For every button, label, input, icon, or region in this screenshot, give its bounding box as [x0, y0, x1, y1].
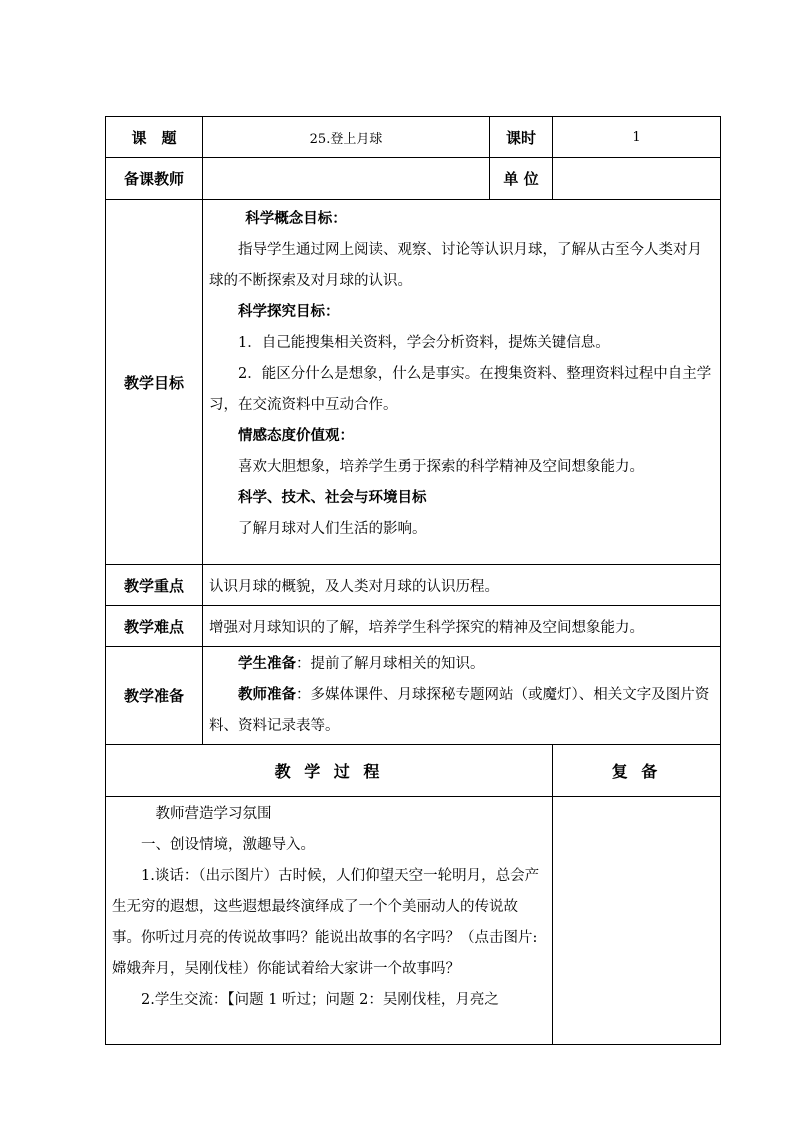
- key-points-label: 教学重点: [106, 565, 203, 606]
- student-prep-title: 学生准备: [238, 656, 296, 672]
- unit-label: 单 位: [490, 158, 553, 200]
- process-heading: 教 学 过 程: [106, 745, 553, 797]
- unit-value: [553, 158, 721, 200]
- process-row: [106, 797, 721, 1045]
- student-prep-text: ：提前了解月球相关的知识。: [296, 656, 485, 672]
- difficulties-text: 增强对月球知识的了解，培养学生科学探究的精神及空间想象能力。: [203, 606, 721, 647]
- lesson-plan-table: [105, 116, 721, 1045]
- process-line-1: 教师营造学习氛围: [155, 806, 272, 822]
- objectives-label: 教学目标: [106, 200, 203, 565]
- hours-label: 课时: [490, 117, 553, 158]
- teacher-value: [203, 158, 490, 200]
- key-points-text: 认识月球的概貌，及人类对月球的认识历程。: [203, 565, 721, 606]
- process-line-3: 1.谈话：（出示图片）古时候，人们仰望天空一轮明月，总会产生无穷的遐想，这些遐想最终演绎成了一个个美丽动人的传说故事。你听过月亮的传说故事吗？能说出故事的名字吗？（点击图片:嫦娥奔月，吴刚伐桂）你能试着给大家讲一个故事吗？: [112, 868, 540, 977]
- concept-title: 科学概念目标：: [245, 211, 347, 227]
- difficulties-row: [106, 606, 721, 647]
- key-points-row: [106, 565, 721, 606]
- inquiry-item-1: 1．自己能搜集相关资料，学会分析资料，提炼关键信息。: [238, 335, 610, 351]
- teacher-prep-text: ：多媒体课件、月球探秘专题网站（或魔灯）、相关文字及图片资料、资料记录表等。: [209, 687, 710, 734]
- objectives-content: [203, 200, 721, 565]
- attitude-text: 喜欢大胆想象，培养学生勇于探索的科学精神及空间想象能力。: [238, 459, 644, 475]
- topic-row: [106, 117, 721, 158]
- inquiry-title: 科学探究目标：: [238, 304, 340, 320]
- difficulties-label: 教学难点: [106, 606, 203, 647]
- teacher-prep-title: 教师准备: [238, 687, 296, 703]
- notes-cell: [553, 797, 721, 1045]
- sts-title: 科学、技术、社会与环境目标: [238, 490, 427, 506]
- attitude-title: 情感态度价值观：: [238, 428, 354, 444]
- objectives-row: [106, 200, 721, 565]
- preparation-content: [203, 647, 721, 745]
- concept-text: 指导学生通过网上阅读、观察、讨论等认识月球，了解从古至今人类对月球的不断探索及对月球的认识。: [209, 242, 702, 289]
- inquiry-item-2: 2．能区分什么是想象，什么是事实。在搜集资料、整理资料过程中自主学习，在交流资料中互动合作。: [209, 366, 712, 413]
- preparation-label: 教学准备: [106, 647, 203, 745]
- teacher-row: [106, 158, 721, 200]
- hours-value: 1: [553, 117, 721, 158]
- teacher-label: 备课教师: [106, 158, 203, 200]
- process-content: [106, 797, 553, 1045]
- preparation-row: [106, 647, 721, 745]
- process-header-row: [106, 745, 721, 797]
- topic-value: 25.登上月球: [203, 117, 490, 158]
- process-line-2: 一、创设情境，激趣导入。: [141, 837, 315, 853]
- topic-label: 课 题: [106, 117, 203, 158]
- sts-text: 了解月球对人们生活的影响。: [238, 521, 427, 537]
- notes-heading: 复 备: [553, 745, 721, 797]
- process-line-4: 2.学生交流：【问题 1 听过；问题 2：吴刚伐桂，月亮之: [141, 992, 499, 1008]
